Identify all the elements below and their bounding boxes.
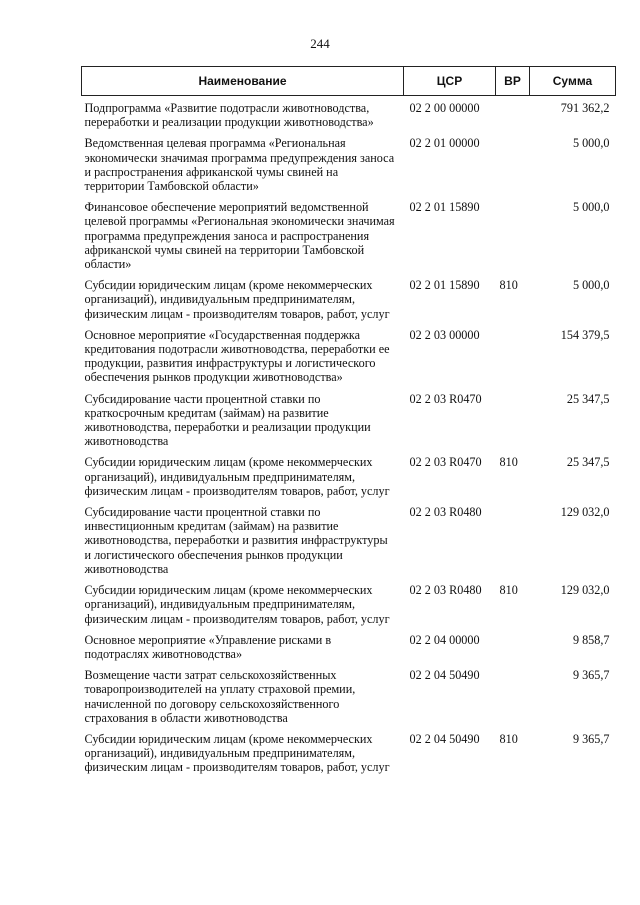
row-vr: 810 (499, 455, 518, 470)
table-row (82, 136, 616, 200)
table-row (82, 583, 616, 633)
row-name: Ведомственная целевая программа «Региональная экономически значимая программа предупреждения заноса и распространения африканской чумы свиней на территории Тамбовской области» (84, 136, 395, 194)
row-name: Субсидии юридическим лицам (кроме некоммерческих организаций), индивидуальным предпринимателям, физическим лицам - производителям товаров, работ, услуг (84, 731, 390, 775)
row-sum: 129 032,0 (560, 583, 610, 598)
table-row (82, 328, 616, 392)
row-csr: 02 2 04 50490 (409, 731, 480, 746)
row-csr: 02 2 03 R0470 (409, 455, 482, 470)
row-name: Субсидирование части процентной ставки по инвестиционным кредитам (займам) на развитие животноводства, переработки и развития инфраструктуры и логистического обеспечения рынков продукции животноводства (84, 505, 388, 576)
row-csr: 02 2 00 00000 (409, 101, 480, 115)
row-vr: 810 (499, 731, 518, 746)
row-vr (496, 136, 530, 200)
row-vr: 810 (499, 583, 518, 598)
row-csr: 02 2 04 50490 (409, 668, 480, 683)
row-sum: 9 365,7 (572, 731, 610, 746)
row-vr (496, 633, 530, 668)
table-row (82, 633, 616, 668)
row-sum: 25 347,5 (566, 455, 610, 470)
table-row (82, 278, 616, 328)
table-body (82, 96, 616, 782)
table-row (82, 101, 616, 136)
row-csr: 02 2 03 R0480 (409, 583, 482, 598)
row-csr: 02 2 03 R0470 (409, 391, 482, 406)
header-name: Наименование (82, 67, 404, 96)
row-name: Финансовое обеспечение мероприятий ведомственной целевой программы «Региональная экономически значимая программа предупреждения заноса и распространения африканской чумы свиней на территории Тамбовской области» (84, 200, 395, 272)
row-name: Субсидии юридическим лицам (кроме некоммерческих организаций), индивидуальным предпринимателям, физическим лицам - производителям товаров, работ, услуг (84, 278, 390, 321)
row-name: Подпрограмма «Развитие подотрасли животноводства, переработки и реализации продукции животноводства» (84, 101, 374, 130)
row-csr: 02 2 01 00000 (409, 136, 480, 151)
table-row (82, 455, 616, 505)
row-csr: 02 2 03 R0480 (409, 505, 482, 520)
table-row (82, 732, 616, 782)
row-name: Возмещение части затрат сельскохозяйственных товаропроизводителей на уплату страховой премии, начисленной по договору сельскохозяйственного страхования в области животноводства (84, 668, 356, 725)
row-sum: 5 000,0 (572, 278, 610, 293)
row-sum: 791 362,2 (560, 101, 610, 115)
header-vr: ВР (496, 67, 530, 96)
row-sum: 5 000,0 (572, 200, 610, 215)
row-csr: 02 2 01 15890 (409, 200, 480, 215)
table-row (82, 668, 616, 732)
row-name: Субсидирование части процентной ставки по краткосрочным кредитам (займам) на развитие животноводства, переработки и реализации продукции животноводства (84, 391, 371, 449)
row-sum: 154 379,5 (560, 327, 610, 342)
table-row (82, 505, 616, 583)
row-name: Субсидии юридическим лицам (кроме некоммерческих организаций), индивидуальным предпринимателям, физическим лицам - производителям товаров, работ, услуг (84, 455, 390, 498)
row-vr (496, 328, 530, 392)
row-csr: 02 2 01 15890 (409, 278, 480, 293)
header-sum: Сумма (530, 67, 616, 96)
row-name: Основное мероприятие «Государственная поддержка кредитования подотрасли животноводства, переработки ее продукции, развития инфраструктуры и логистического обеспечения рынков продукции животноводства» (84, 327, 390, 385)
table-row (82, 392, 616, 456)
budget-table (81, 66, 616, 782)
row-sum: 129 032,0 (560, 505, 610, 520)
row-sum: 9 365,7 (572, 668, 610, 683)
header-csr: ЦСР (404, 67, 496, 96)
row-vr (496, 505, 530, 583)
row-csr: 02 2 04 00000 (409, 632, 480, 647)
row-name: Основное мероприятие «Управление рисками в подотраслях животноводства» (84, 632, 332, 661)
table-header-row (82, 67, 616, 96)
row-vr (496, 392, 530, 456)
row-sum: 9 858,7 (572, 632, 610, 647)
table-row (82, 200, 616, 278)
row-vr (496, 101, 530, 136)
row-csr: 02 2 03 00000 (409, 327, 480, 342)
page-number: 244 (310, 36, 330, 51)
row-vr (496, 200, 530, 278)
row-vr: 810 (499, 278, 518, 293)
row-sum: 5 000,0 (572, 136, 610, 151)
row-sum: 25 347,5 (566, 391, 610, 406)
row-name: Субсидии юридическим лицам (кроме некоммерческих организаций), индивидуальным предпринимателям, физическим лицам - производителям товаров, работ, услуг (84, 583, 390, 626)
row-vr (496, 668, 530, 732)
